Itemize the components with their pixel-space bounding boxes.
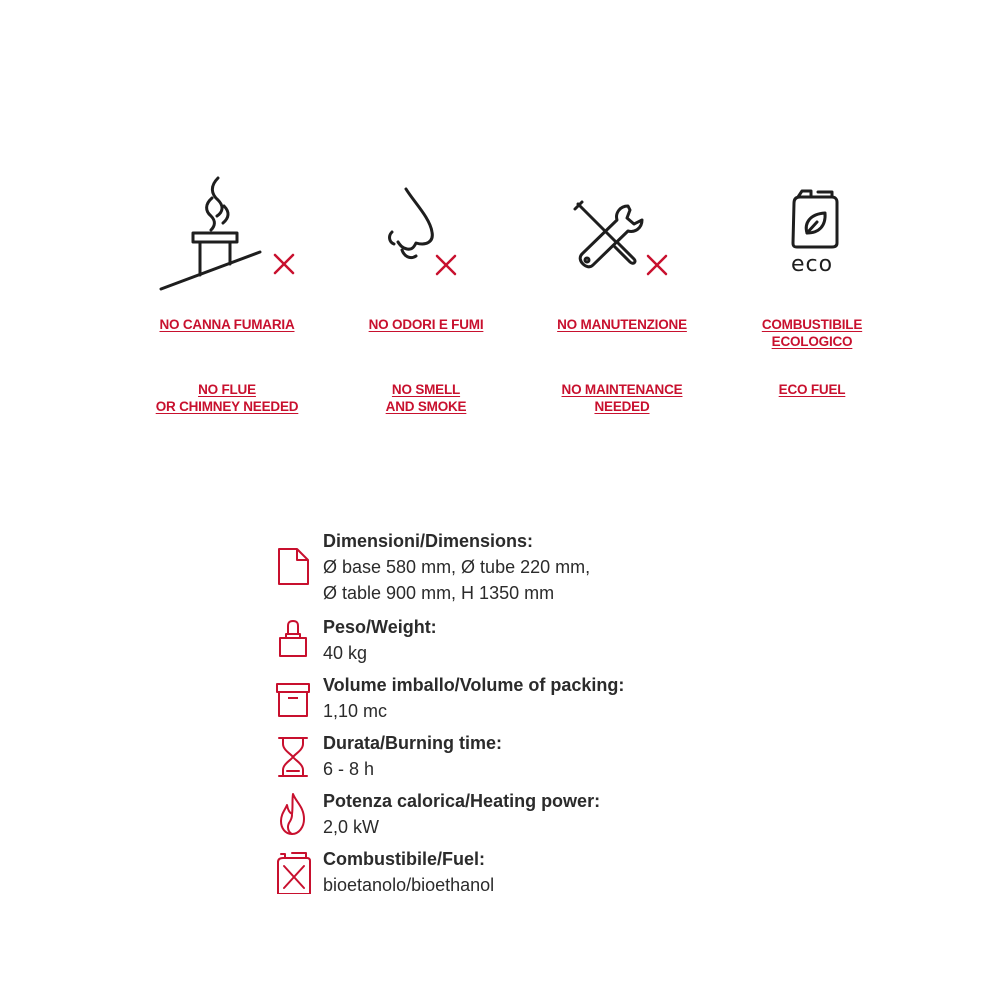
spec-label: Potenza calorica/Heating power: bbox=[323, 791, 601, 811]
feature-label-en: NO FLUE OR CHIMNEY NEEDED bbox=[155, 382, 299, 414]
feature-label-it: NO MANUTENZIONE bbox=[557, 317, 687, 332]
feature-label-en: ECO FUEL bbox=[778, 382, 846, 397]
spec-value: bioetanolo/bioethanol bbox=[323, 875, 495, 895]
weight-icon bbox=[272, 618, 316, 662]
chimney-icon bbox=[127, 176, 327, 306]
spec-label: Durata/Burning time: bbox=[323, 733, 503, 753]
spec-label: Combustibile/Fuel: bbox=[323, 849, 485, 869]
eco-badge-text: eco bbox=[790, 252, 834, 277]
spec-value: 2,0 kW bbox=[323, 817, 380, 837]
spec-value: 40 kg bbox=[323, 643, 368, 663]
spec-label: Dimensioni/Dimensions: bbox=[323, 531, 534, 551]
box-icon bbox=[272, 678, 316, 722]
nose-icon bbox=[326, 176, 526, 306]
feature-label-it: COMBUSTIBILE ECOLOGICO bbox=[761, 317, 863, 349]
feature-label-it: NO CANNA FUMARIA bbox=[159, 317, 295, 332]
spec-value: Ø base 580 mm, Ø tube 220 mm, Ø table 900 mm, H 1350 mm bbox=[323, 557, 591, 603]
feature-label-it: NO ODORI E FUMI bbox=[368, 317, 484, 332]
tools-icon bbox=[522, 176, 722, 306]
flame-icon bbox=[272, 792, 316, 836]
fuel-can-icon bbox=[272, 850, 316, 894]
eco-canister-icon bbox=[712, 176, 912, 306]
spec-label: Peso/Weight: bbox=[323, 617, 437, 637]
document-icon bbox=[272, 546, 316, 590]
spec-label: Volume imballo/Volume of packing: bbox=[323, 675, 625, 695]
spec-value: 6 - 8 h bbox=[323, 759, 375, 779]
hourglass-icon bbox=[272, 734, 316, 778]
feature-label-en: NO SMELL AND SMOKE bbox=[385, 382, 467, 414]
spec-value: 1,10 mc bbox=[323, 701, 388, 721]
feature-label-en: NO MAINTENANCE NEEDED bbox=[561, 382, 683, 414]
